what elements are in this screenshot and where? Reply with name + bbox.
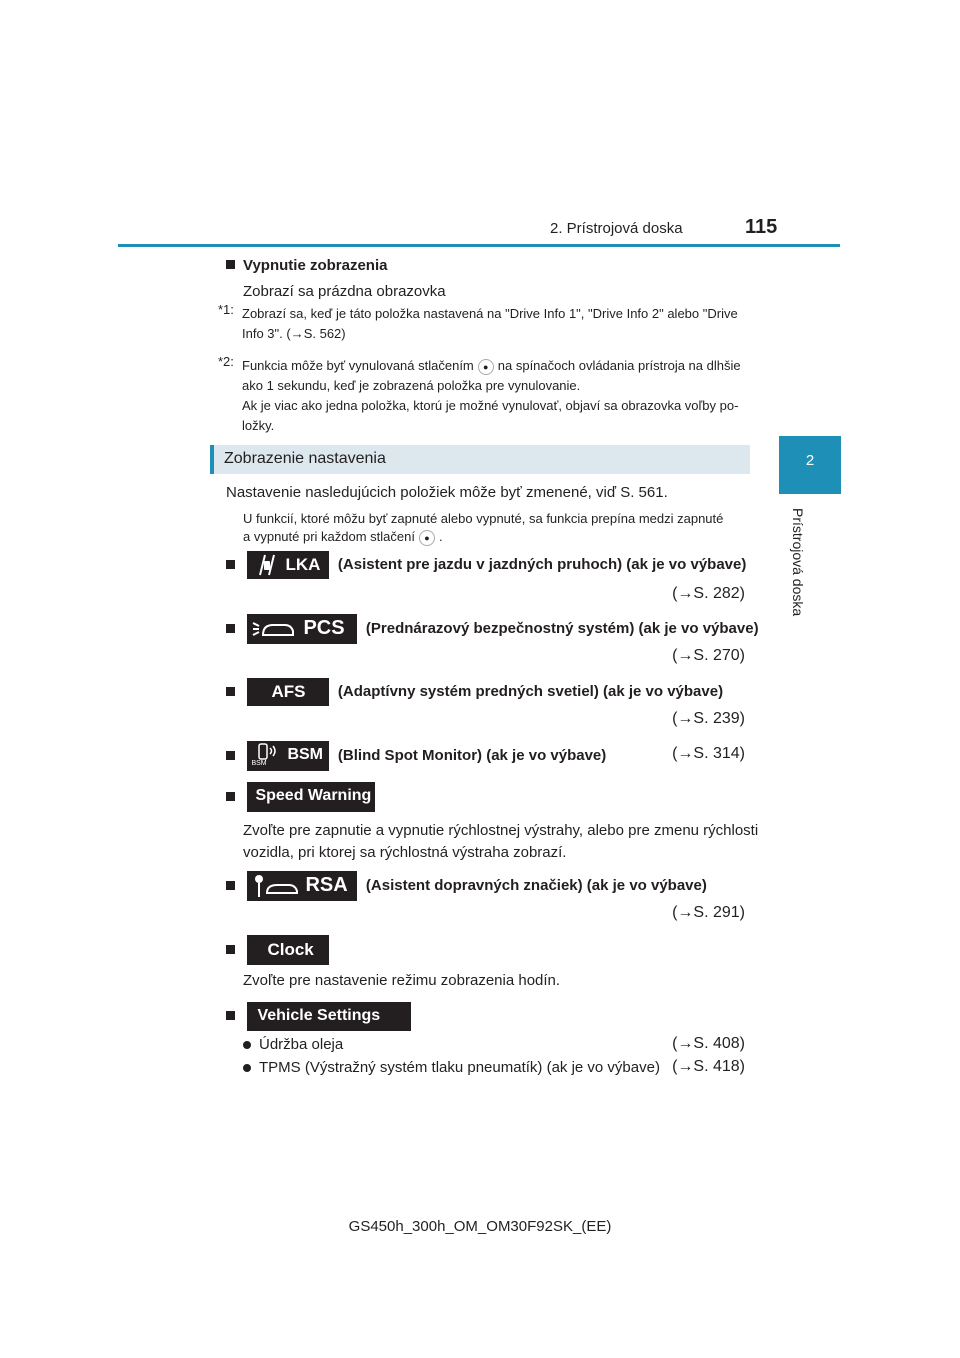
speed-warning-text: Zvoľte pre zapnutie a vypnutie rýchlostnej výstrahy, alebo pre zmenu rýchlosti vozidla, pri ktorej sa rýchlostná výstraha zobrazí. [243,822,759,861]
ref-tpms: (→S. 418) [672,1058,745,1075]
item-bsm: BSM BSM (Blind Spot Monitor) (ak je vo výbave) [226,741,606,771]
bullet-oil: Údržba oleja [243,1036,343,1053]
round-bullet-icon [243,1041,251,1049]
footnote-2: *2: Funkcia môže byť vynulovaná stlačením ● na spínačoch ovládania prístroja na dlhšie ako 1 sekundu, keď je zobrazená položka pre vynulovanie. Ak je viac ako jedna položka, ktorú je možné vynulovať, objaví sa obrazovka voľby po- ložky. [218,354,741,433]
square-bullet-icon [226,945,235,954]
item-speed-warning [226,782,375,812]
ref-pcs: (→S. 270) [672,647,745,664]
square-bullet-icon [226,560,235,569]
pcs-icon: PCS [247,614,357,644]
square-bullet-icon [226,260,235,269]
settings-note: U funkcií, ktoré môžu byť zapnuté alebo vypnuté, sa funkcia prepína medzi zapnuté a vypnuté pri každom stlačení ● . [243,511,724,544]
square-bullet-icon [226,624,235,633]
item-afs: AFS (Adaptívny systém predných svetiel) (ak je vo výbave) [226,678,723,706]
settings-intro: Nastavenie nasledujúcich položiek môže byť zmenené, viď S. 561. [226,484,668,501]
speed-warning-icon: Speed Warning [247,782,375,812]
ref-afs: (→S. 239) [672,710,745,727]
ref-lka: (→S. 282) [672,585,745,602]
clock-icon: Clock [247,935,329,965]
vehicle-settings-icon: Vehicle Settings [247,1002,411,1031]
square-bullet-icon [226,687,235,696]
page-number: 115 [745,216,778,238]
header-rule [118,244,840,247]
square-bullet-icon [226,881,235,890]
square-bullet-icon [226,751,235,760]
bsm-icon: BSM BSM [247,741,329,771]
item-rsa: RSA (Asistent dopravných značiek) (ak je vo výbave) [226,871,707,901]
display-off-heading: Vypnutie zobrazenia [226,257,387,275]
ref-rsa: (→S. 291) [672,904,745,921]
reset-button-icon: ● [419,530,435,546]
ref-oil: (→S. 408) [672,1035,745,1052]
round-bullet-icon [243,1064,251,1072]
section-title: 2. Prístrojová doska [550,220,683,237]
square-bullet-icon [226,792,235,801]
item-vehicle-settings [226,1002,411,1031]
item-pcs: PCS (Prednárazový bezpečnostný systém) (ak je vo výbave) [226,614,759,644]
item-lka: LKA (Asistent pre jazdu v jazdných pruhoch) (ak je vo výbave) [226,551,746,579]
chapter-number: 2 [805,452,815,469]
clock-text: Zvoľte pre nastavenie režimu zobrazenia hodín. [243,972,561,989]
square-bullet-icon [226,1011,235,1020]
display-off-text: Zobrazí sa prázdna obrazovka [243,283,446,300]
item-clock [226,935,329,965]
section-header-title: Zobrazenie nastavenia [224,450,386,467]
chapter-label: Prístrojová doska [790,508,806,617]
afs-icon: AFS [247,678,329,706]
rsa-icon: RSA [247,871,357,901]
reset-button-icon: ● [478,359,494,375]
footnote-1: *1: Zobrazí sa, keď je táto položka nastavená na "Drive Info 1", "Drive Info 2" alebo "Drive Info 3". (→S. 562) [218,302,738,341]
ref-bsm: (→S. 314) [672,745,745,762]
bullet-tpms: TPMS (Výstražný systém tlaku pneumatík) (ak je vo výbave) [243,1059,660,1076]
document-code: GS450h_300h_OM_OM30F92SK_(EE) [348,1218,612,1235]
lka-icon: LKA [247,551,329,579]
